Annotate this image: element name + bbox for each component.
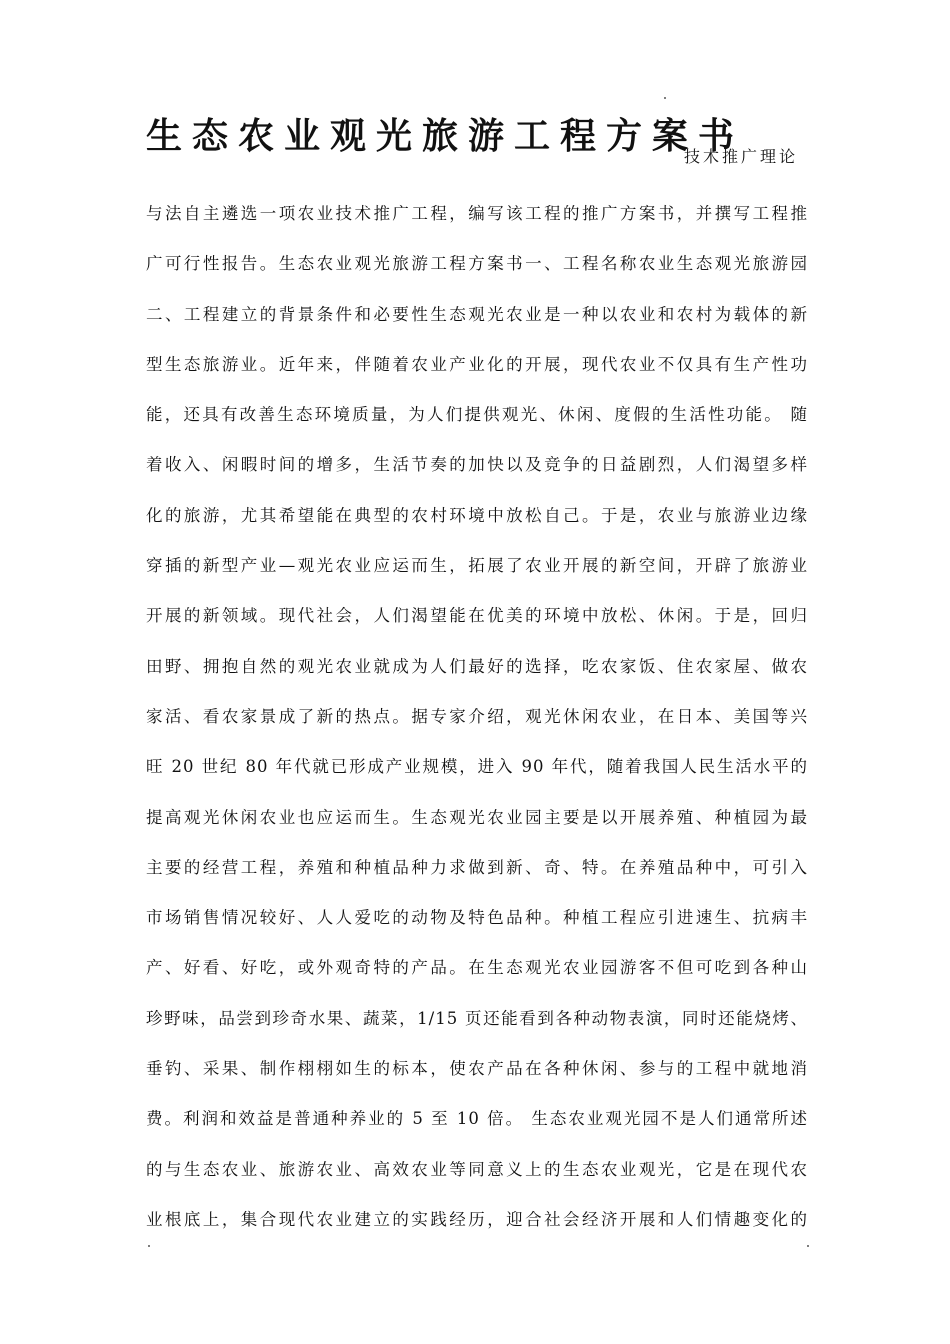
- body-line: 产、好看、好吃，或外观奇特的产品。在生态观光农业园游客不但可吃到各种山: [146, 958, 808, 978]
- body-line: 能，还具有改善生态环境质量，为人们提供观光、休闲、度假的生活性功能。 随: [146, 405, 808, 425]
- body-line: 穿插的新型产业—观光农业应运而生，拓展了农业开展的新空间，开辟了旅游业: [146, 556, 808, 576]
- body-line: 费。利润和效益是普通种养业的 5 至 10 倍。 生态农业观光园不是人们通常所述: [146, 1109, 808, 1129]
- body-line: 的与生态农业、旅游农业、高效农业等同意义上的生态农业观光，它是在现代农: [146, 1159, 808, 1179]
- page-corner-mark: [664, 97, 666, 99]
- body-line: 业根底上，集合现代农业建立的实践经历，迎合社会经济开展和人们情趣变化的: [146, 1209, 808, 1229]
- document-body: [146, 198, 808, 1254]
- body-line: 田野、拥抱自然的观光农业就成为人们最好的选择，吃农家饭、住农家屋、做农: [146, 656, 808, 676]
- body-line: 提高观光休闲农业也应运而生。生态观光农业园主要是以开展养殖、种植园为最: [146, 807, 808, 827]
- body-line: 旺 20 世纪 80 年代就已形成产业规模，进入 90 年代，随着我国人民生活水平的: [146, 757, 808, 777]
- body-line: 着收入、闲暇时间的增多，生活节奏的加快以及竞争的日益剧烈，人们渴望多样: [146, 455, 808, 475]
- body-line: 市场销售情况较好、人人爱吃的动物及特色品种。种植工程应引进速生、抗病丰: [146, 908, 808, 928]
- body-line: 主要的经营工程，养殖和种植品种力求做到新、奇、特。在养殖品种中，可引入: [146, 857, 808, 877]
- body-line: 型生态旅游业。近年来，伴随着农业产业化的开展，现代农业不仅具有生产性功: [146, 354, 808, 374]
- body-line: 珍野味，品尝到珍奇水果、蔬菜，1/15 页还能看到各种动物表演，同时还能烧烤、: [146, 1008, 808, 1028]
- document-subtitle: 技术推广理论: [684, 147, 799, 166]
- body-line: 化的旅游，尤其希望能在典型的农村环境中放松自己。于是，农业与旅游业边缘: [146, 505, 808, 525]
- body-line: 垂钓、采果、制作栩栩如生的标本，使农产品在各种休闲、参与的工程中就地消: [146, 1059, 808, 1079]
- document-title: 生态农业观光旅游工程方案书: [146, 115, 745, 157]
- body-line: 开展的新领域。现代社会，人们渴望能在优美的环境中放松、休闲。于是，回归: [146, 606, 808, 626]
- body-line: 与法自主遴选一项农业技术推广工程，编写该工程的推广方案书，并撰写工程推: [146, 204, 808, 223]
- body-line: 二、工程建立的背景条件和必要性生态观光农业是一种以农业和农村为载体的新: [146, 304, 808, 324]
- body-line: 家活、看农家景成了新的热点。据专家介绍，观光休闲农业，在日本、美国等兴: [146, 706, 808, 726]
- body-line: 广可行性报告。生态农业观光旅游工程方案书一、工程名称农业生态观光旅游园: [146, 254, 808, 274]
